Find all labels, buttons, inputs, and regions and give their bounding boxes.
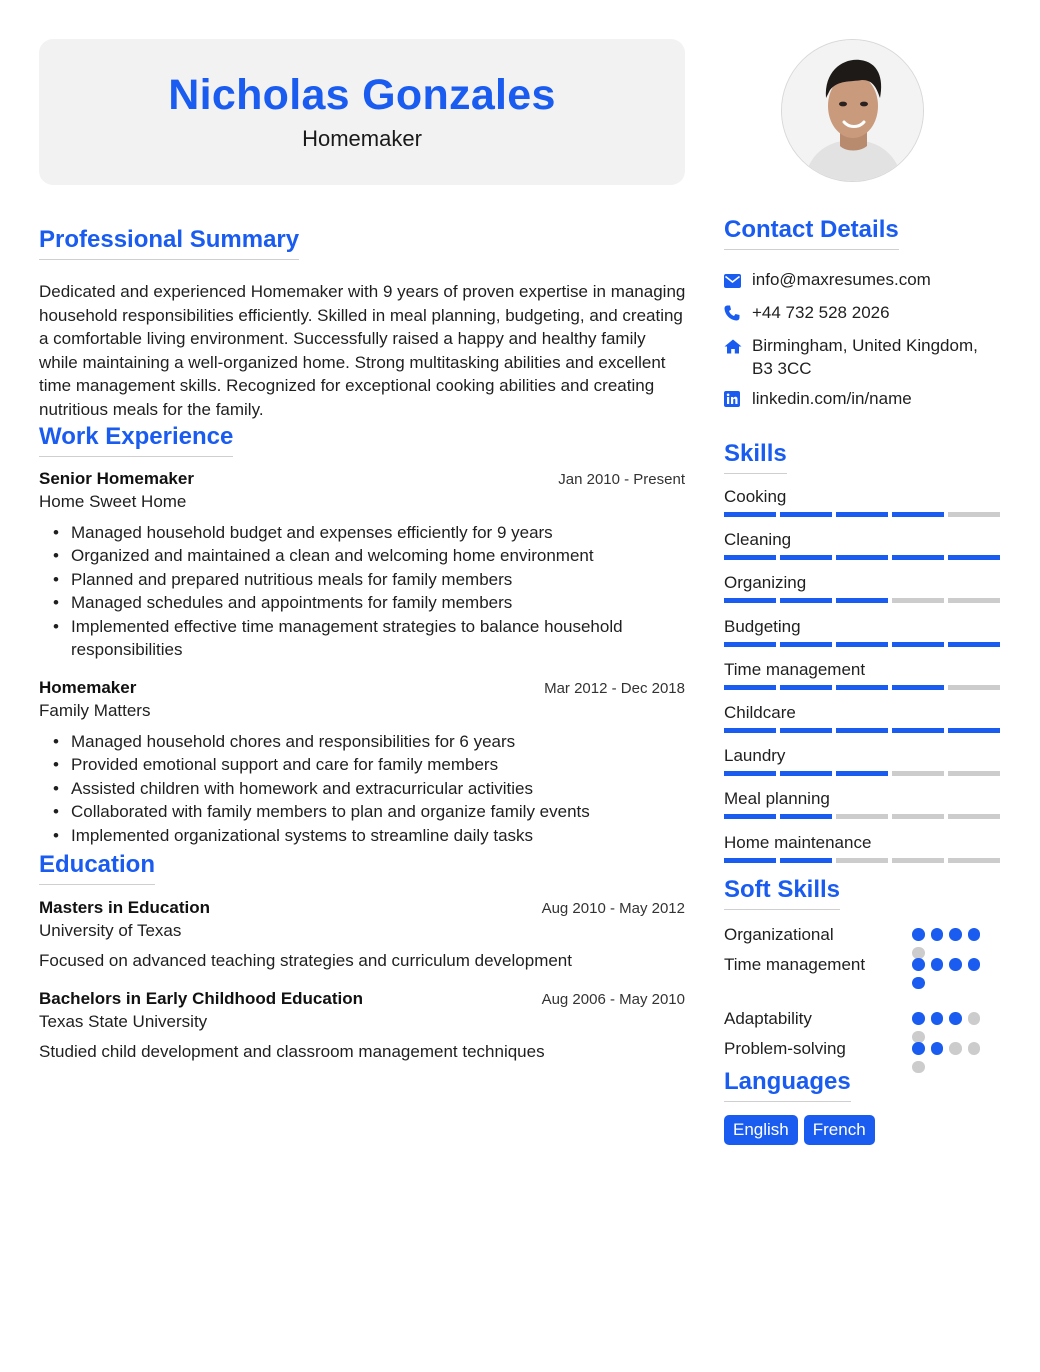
- skill-level-segment: [892, 685, 944, 690]
- contact-email: [724, 268, 1014, 294]
- rating-dot: [949, 958, 962, 971]
- skill-level-segment: [892, 858, 944, 863]
- skill-label: Childcare: [724, 702, 796, 722]
- soft-skill-row: [724, 953, 1000, 1007]
- phone-text[interactable]: +44 732 528 2026: [752, 303, 890, 322]
- skill-row: [724, 529, 1000, 572]
- job-entry: [39, 678, 685, 847]
- language-badge: French: [804, 1115, 875, 1145]
- job-title: Homemaker: [39, 678, 137, 697]
- skill-level-segment: [948, 858, 1000, 863]
- address-text: [752, 334, 978, 380]
- soft-skill-label: Adaptability: [724, 1009, 812, 1028]
- language-badge: English: [724, 1115, 798, 1145]
- rating-dot: [968, 1012, 981, 1025]
- address-line-2: B3 3CC: [752, 359, 812, 378]
- skill-row: [724, 486, 1000, 529]
- skill-level-segment: [892, 728, 944, 733]
- skill-level-segment: [892, 771, 944, 776]
- skill-level-segment: [724, 728, 776, 733]
- skill-level-segment: [948, 555, 1000, 560]
- skill-level-segment: [724, 642, 776, 647]
- rating-dot: [931, 958, 944, 971]
- rating-dot: [949, 928, 962, 941]
- skill-level-segment: [948, 685, 1000, 690]
- degree-title: Masters in Education: [39, 898, 210, 917]
- soft-skills-heading: Soft Skills: [724, 876, 840, 910]
- skill-level-segment: [724, 858, 776, 863]
- address-line-1: Birmingham, United Kingdom,: [752, 336, 978, 355]
- education-entry: [39, 989, 685, 1062]
- soft-skill-row: [724, 1007, 1000, 1037]
- skill-level-segment: [836, 598, 888, 603]
- rating-dot: [949, 1012, 962, 1025]
- skill-level-segment: [780, 598, 832, 603]
- list-item: • Managed household chores and responsibilities for 6 years: [39, 730, 685, 753]
- rating-dot: [912, 1061, 925, 1074]
- job-date: Mar 2012 - Dec 2018: [544, 680, 685, 697]
- contact-list: [724, 268, 1014, 420]
- list-item: • Assisted children with homework and extracurricular activities: [39, 777, 685, 800]
- rating-dot: [968, 1042, 981, 1055]
- education-entry: [39, 898, 685, 971]
- skill-level-segment: [948, 598, 1000, 603]
- skill-level-segment: [836, 685, 888, 690]
- skill-level-bar: [724, 728, 1000, 733]
- soft-skill-label: Time management: [724, 955, 866, 974]
- rating-dot: [912, 958, 925, 971]
- skill-level-bar: [724, 512, 1000, 517]
- list-item: • Provided emotional support and care for family members: [39, 753, 685, 776]
- languages-heading: Languages: [724, 1068, 851, 1102]
- skill-label: Cooking: [724, 487, 787, 506]
- skill-row: [724, 832, 1000, 875]
- skill-label: Budgeting: [724, 616, 801, 636]
- skill-row: [724, 616, 1000, 659]
- school-name: Texas State University: [39, 1012, 208, 1031]
- skill-level-bar: [724, 555, 1000, 560]
- skill-level-segment: [780, 814, 832, 819]
- skill-level-segment: [948, 771, 1000, 776]
- soft-skill-rating: [912, 958, 984, 989]
- skill-level-segment: [780, 771, 832, 776]
- list-item: • Managed household budget and expenses efficiently for 9 years: [39, 521, 685, 544]
- list-item: • Collaborated with family members to plan and organize family events: [39, 800, 685, 823]
- education-description: Focused on advanced teaching strategies and curriculum development: [39, 951, 572, 970]
- skill-level-segment: [948, 728, 1000, 733]
- skill-level-bar: [724, 642, 1000, 647]
- skill-level-segment: [836, 814, 888, 819]
- skill-row: [724, 745, 1000, 788]
- skill-level-bar: [724, 771, 1000, 776]
- skill-level-segment: [780, 555, 832, 560]
- skill-level-segment: [892, 598, 944, 603]
- skill-level-segment: [836, 512, 888, 517]
- avatar: [781, 39, 924, 182]
- email-text[interactable]: info@maxresumes.com: [752, 270, 931, 289]
- skill-level-bar: [724, 814, 1000, 819]
- rating-dot: [968, 958, 981, 971]
- experience-heading: Work Experience: [39, 423, 233, 457]
- rating-dot: [931, 1012, 944, 1025]
- rating-dot: [912, 928, 925, 941]
- contact-linkedin: [724, 387, 1014, 413]
- home-icon: [724, 334, 752, 360]
- job-title: Senior Homemaker: [39, 469, 194, 488]
- linkedin-icon: [724, 387, 752, 413]
- job-entry: [39, 469, 685, 661]
- profile-photo: [782, 40, 924, 182]
- skill-level-bar: [724, 858, 1000, 863]
- candidate-name: Nicholas Gonzales: [168, 71, 556, 119]
- list-item: • Managed schedules and appointments for family members: [39, 591, 685, 614]
- skill-level-segment: [836, 555, 888, 560]
- skill-level-segment: [948, 642, 1000, 647]
- education-heading: Education: [39, 851, 155, 885]
- soft-skill-rating: [912, 1042, 984, 1073]
- phone-icon: [724, 301, 752, 327]
- skill-level-segment: [892, 555, 944, 560]
- rating-dot: [949, 1042, 962, 1055]
- rating-dot: [931, 1042, 944, 1055]
- skill-level-segment: [724, 598, 776, 603]
- skill-level-segment: [836, 728, 888, 733]
- list-item: • Implemented organizational systems to streamline daily tasks: [39, 824, 685, 847]
- contact-heading: Contact Details: [724, 216, 899, 250]
- rating-dot: [968, 928, 981, 941]
- skill-row: [724, 659, 1000, 702]
- education-date: Aug 2010 - May 2012: [541, 900, 685, 917]
- skill-level-segment: [780, 728, 832, 733]
- skill-row: [724, 702, 1000, 745]
- job-bullets: [39, 521, 685, 661]
- rating-dot: [931, 928, 944, 941]
- linkedin-text[interactable]: linkedin.com/in/name: [752, 389, 912, 408]
- skill-level-segment: [724, 814, 776, 819]
- skill-level-bar: [724, 685, 1000, 690]
- skill-level-segment: [780, 685, 832, 690]
- skill-level-segment: [724, 512, 776, 517]
- rating-dot: [912, 1012, 925, 1025]
- job-company: Family Matters: [39, 701, 151, 720]
- soft-skill-label: Problem-solving: [724, 1039, 846, 1058]
- degree-title: Bachelors in Early Childhood Education: [39, 989, 363, 1008]
- soft-skill-label: Organizational: [724, 925, 834, 944]
- skills-heading: Skills: [724, 440, 787, 474]
- skill-level-segment: [780, 642, 832, 647]
- summary-text: Dedicated and experienced Homemaker with 9 years of proven expertise in managing household responsibilities efficiently. Skilled in meal planning, budgeting, and creating a comfortable living environment. Successfully raised a happy and healthy family while maintaining a well-organized home. Strong multitasking abilities and excellent time management skills. Recognized for exceptional cooking abilities and creating nutritious meals for the family.: [39, 282, 686, 419]
- job-date: Jan 2010 - Present: [558, 471, 685, 488]
- languages-list: [724, 1115, 875, 1145]
- envelope-icon: [724, 268, 752, 294]
- contact-address: [724, 334, 1014, 380]
- summary-heading: Professional Summary: [39, 226, 299, 260]
- candidate-role: Homemaker: [302, 126, 422, 151]
- education-description: Studied child development and classroom management techniques: [39, 1042, 545, 1061]
- skill-label: Organizing: [724, 573, 807, 593]
- skill-level-segment: [836, 858, 888, 863]
- skill-level-segment: [892, 814, 944, 819]
- header-banner: [39, 39, 685, 185]
- skill-level-segment: [724, 685, 776, 690]
- skill-level-segment: [836, 771, 888, 776]
- soft-skills-list: [724, 923, 1000, 1067]
- soft-skill-row: [724, 1037, 1000, 1067]
- list-item: • Organized and maintained a clean and welcoming home environment: [39, 544, 685, 567]
- list-item: • Implemented effective time management strategies to balance household responsibilities: [39, 615, 685, 662]
- skill-level-segment: [780, 512, 832, 517]
- skill-label: Meal planning: [724, 789, 830, 809]
- rating-dot: [912, 1042, 925, 1055]
- skill-level-segment: [948, 512, 1000, 517]
- skill-level-bar: [724, 598, 1000, 603]
- skill-level-segment: [948, 814, 1000, 819]
- job-company: Home Sweet Home: [39, 492, 187, 511]
- skill-level-segment: [892, 642, 944, 647]
- list-item: • Planned and prepared nutritious meals for family members: [39, 568, 685, 591]
- skill-label: Time management: [724, 659, 866, 679]
- skill-level-segment: [780, 858, 832, 863]
- school-name: University of Texas: [39, 921, 182, 940]
- skill-level-segment: [724, 555, 776, 560]
- rating-dot: [912, 977, 925, 990]
- skill-row: [724, 788, 1000, 831]
- skill-level-segment: [892, 512, 944, 517]
- contact-phone: [724, 301, 1014, 327]
- skill-label: Cleaning: [724, 530, 792, 550]
- education-date: Aug 2006 - May 2010: [541, 991, 685, 1008]
- skill-label: Laundry: [724, 746, 786, 766]
- skill-label: Home maintenance: [724, 832, 872, 852]
- skills-list: [724, 486, 1000, 875]
- soft-skill-row: [724, 923, 1000, 953]
- skill-level-segment: [724, 771, 776, 776]
- skill-level-segment: [836, 642, 888, 647]
- job-bullets: [39, 730, 685, 847]
- skill-row: [724, 572, 1000, 615]
